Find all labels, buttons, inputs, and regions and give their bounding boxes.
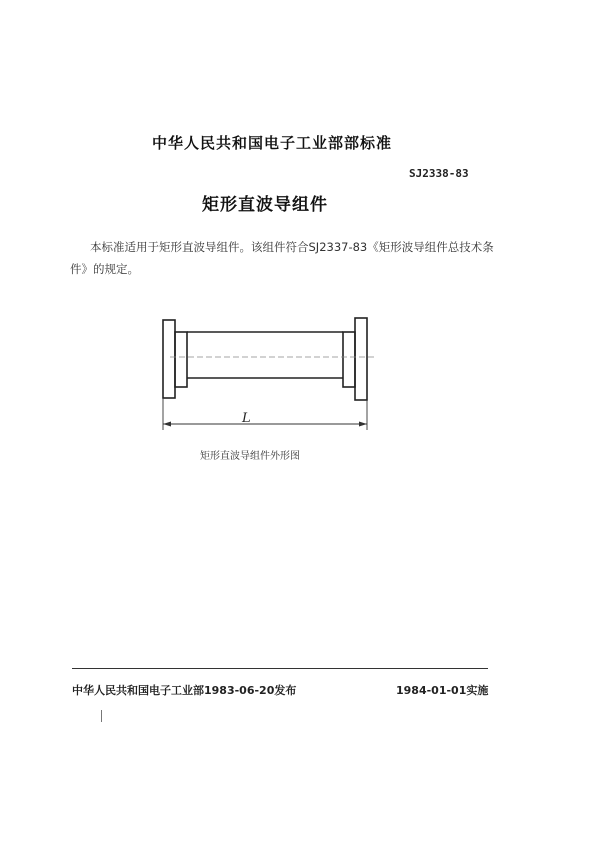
dimension-arrow-right (359, 422, 367, 427)
issuing-organization-header: 中华人民共和国电子工业部部标准 (152, 134, 393, 152)
implementation-date: 1984-01-01实施 (396, 684, 489, 697)
body-paragraph (70, 236, 510, 280)
issue-date: 中华人民共和国电子工业部1983-06-20发布 (72, 684, 297, 697)
body-paragraph-line-1: 本标准适用于矩形直波导组件。该组件符合SJ2337-83《矩形波导组件总技术条 (90, 240, 494, 254)
standard-number: SJ2338-83 (409, 167, 469, 180)
dimension-label-L: L (242, 411, 251, 426)
left-flange (163, 320, 175, 398)
right-flange-hub (343, 332, 355, 387)
figure-caption: 矩形直波导组件外形图 (200, 451, 300, 462)
dimension-arrow-left (163, 422, 171, 427)
body-paragraph-line-2: 件》的规定。 (70, 262, 139, 276)
left-flange-hub (175, 332, 187, 387)
document-title: 矩形直波导组件 (202, 195, 328, 215)
right-flange (355, 318, 367, 400)
page-scan-mark (101, 710, 102, 722)
footer-divider (72, 668, 488, 669)
waveguide-outline-drawing (150, 312, 380, 437)
